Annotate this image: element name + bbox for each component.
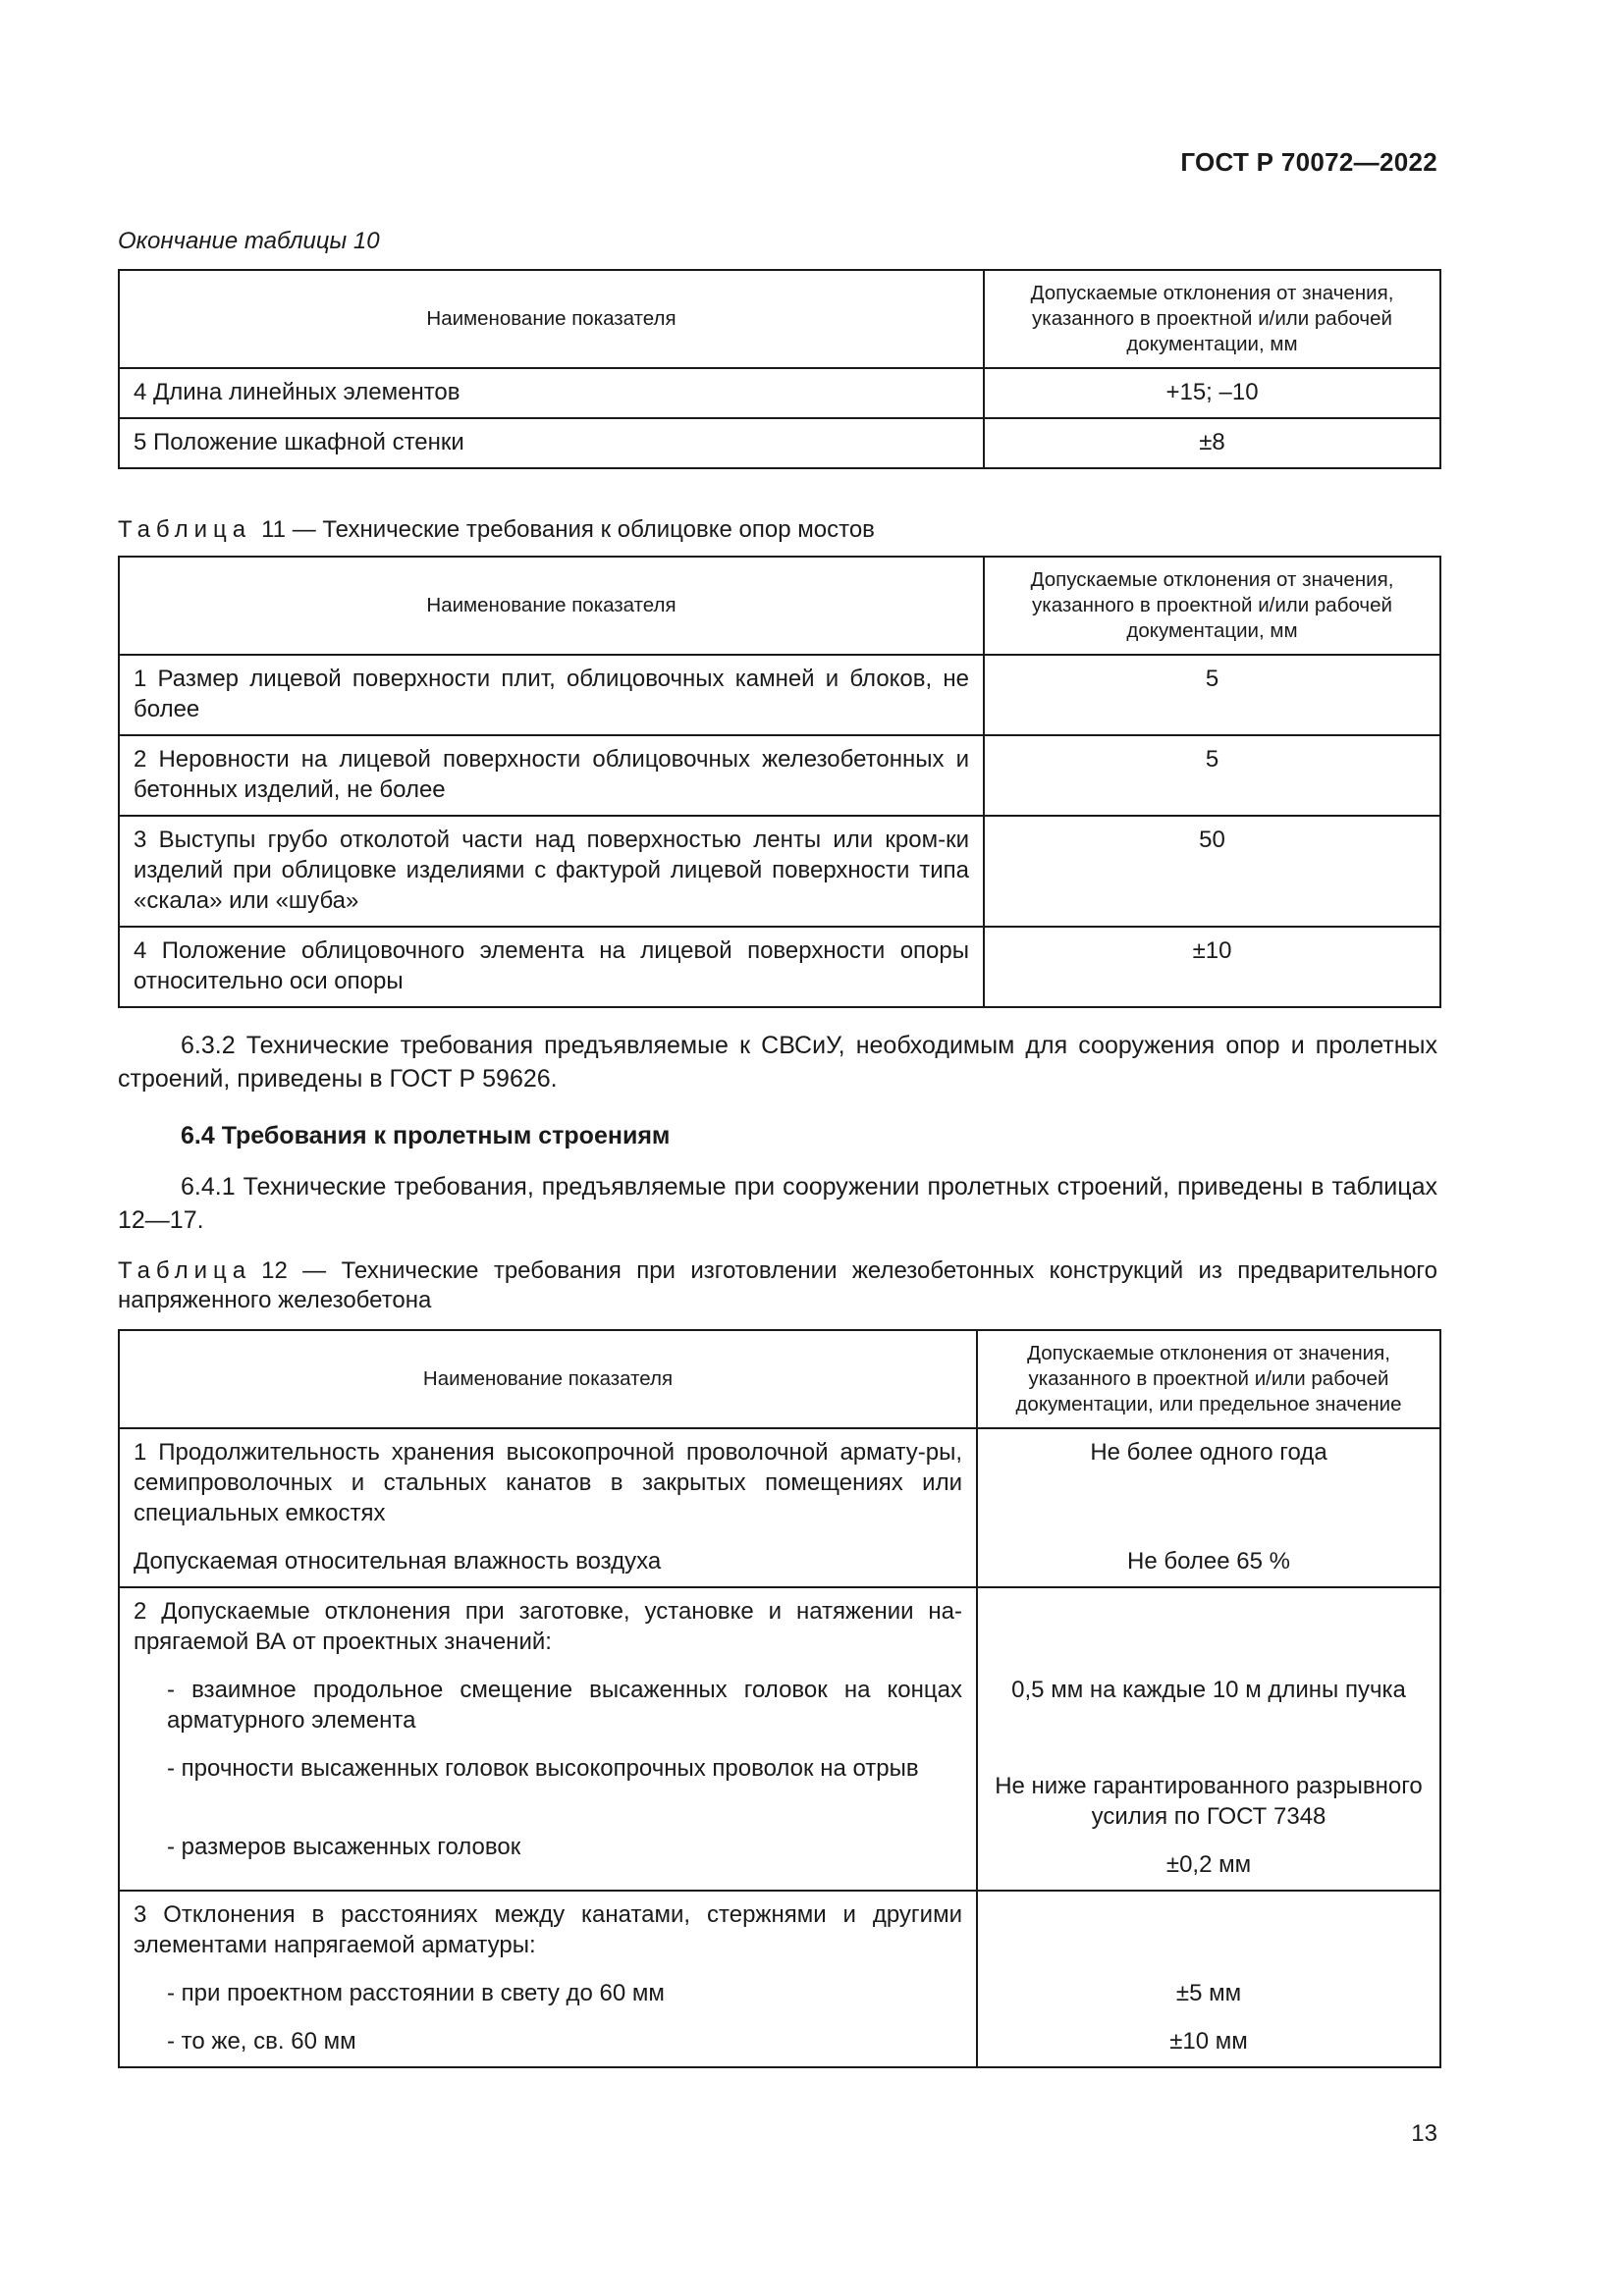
- row-subitem: - взаимное продольное смещение высаженных головок на концах арматурного элемента: [167, 1677, 962, 1734]
- table-continuation-label: Окончание таблицы 10: [118, 228, 380, 254]
- col-header-deviation: Допускаемые отклонения от значения, указанного в проектной и/или рабочей документации, мм: [984, 557, 1440, 655]
- table-row: [119, 1428, 1440, 1587]
- table-12: [118, 1329, 1441, 2068]
- row-name-text: 3 Отклонения в расстояниях между канатами, стержнями и другими элементами напрягаемой арматуры:: [134, 1901, 962, 1958]
- row-name-text: 1 Продолжительность хранения высокопрочной проволочной армату-ры, семипроволочных и стальных канатов в закрытых помещениях или специальных емкостях: [134, 1439, 962, 1526]
- row-name: 3 Выступы грубо отколотой части над поверхностью ленты или кром-ки изделий при облицовке изделиями с фактурой лицевой поверхности типа «скала» или «шуба»: [119, 816, 984, 927]
- document-code: ГОСТ Р 70072—2022: [1180, 147, 1437, 177]
- table-row: [119, 418, 1440, 468]
- col-header-deviation: Допускаемые отклонения от значения, указанного в проектной и/или рабочей документации, или предельное значение: [977, 1330, 1440, 1428]
- row-name-text: Допускаемая относительная влажность воздуха: [134, 1548, 662, 1575]
- caption-word: Таблица: [118, 516, 252, 543]
- row-name: [119, 1587, 977, 1891]
- row-value: 5: [984, 655, 1440, 735]
- row-name: 4 Положение облицовочного элемента на лицевой поверхности опоры относительно оси опоры: [119, 927, 984, 1007]
- table-11: [118, 556, 1441, 1008]
- table-header-row: [119, 270, 1440, 368]
- row-subitem: - размеров высаженных головок: [167, 1834, 521, 1860]
- page-number: 13: [1411, 2120, 1437, 2147]
- row-subitem: - при проектном расстоянии в свету до 60 мм: [167, 1980, 665, 2006]
- col-header-name: Наименование показателя: [119, 270, 984, 368]
- paragraph-6-3-2: 6.3.2 Технические требования предъявляемые к СВСиУ, необходимым для сооружения опор и пролетных строений, приведены в ГОСТ Р 59626.: [118, 1032, 1437, 1093]
- table-row: [119, 816, 1440, 927]
- row-value-text: ±10 мм: [1169, 2028, 1248, 2055]
- section-heading-6-4: 6.4 Требования к пролетным строениям: [181, 1122, 671, 1149]
- table-header-row: [119, 1330, 1440, 1428]
- row-value-text: 0,5 мм на каждые 10 м длины пучка: [1011, 1677, 1406, 1703]
- caption-text: 12 — Технические требования при изготовлении железобетонных конструкций из предварительного напряженного железобетона: [118, 1257, 1437, 1313]
- row-value-text: Не более одного года: [1090, 1439, 1327, 1466]
- table-11-caption: [118, 515, 875, 545]
- row-value: ±10: [984, 927, 1440, 1007]
- table-row: [119, 735, 1440, 816]
- row-name: 5 Положение шкафной стенки: [119, 418, 984, 468]
- row-value: 50: [984, 816, 1440, 927]
- row-value: [977, 1428, 1440, 1587]
- table-row: [119, 1891, 1440, 2067]
- table-header-row: [119, 557, 1440, 655]
- row-value: [977, 1891, 1440, 2067]
- row-value: +15; –10: [984, 368, 1440, 418]
- table-12-caption: [118, 1256, 1437, 1315]
- row-value: [977, 1587, 1440, 1891]
- col-header-name: Наименование показателя: [119, 1330, 977, 1428]
- row-subitem: - прочности высаженных головок высокопрочных проволок на отрыв: [167, 1755, 919, 1782]
- row-name: 1 Размер лицевой поверхности плит, облицовочных камней и блоков, не более: [119, 655, 984, 735]
- row-value-text: ±5 мм: [1175, 1980, 1242, 2006]
- col-header-name: Наименование показателя: [119, 557, 984, 655]
- col-header-deviation: Допускаемые отклонения от значения, указанного в проектной и/или рабочей документации, мм: [984, 270, 1440, 368]
- row-value: ±8: [984, 418, 1440, 468]
- row-name: [119, 1891, 977, 2067]
- paragraph-6-4-1: 6.4.1 Технические требования, предъявляемые при сооружении пролетных строений, приведены в таблицах 12—17.: [118, 1173, 1437, 1234]
- table-row: [119, 927, 1440, 1007]
- row-value-text: Не более 65 %: [1127, 1548, 1290, 1575]
- row-name-text: 2 Допускаемые отклонения при заготовке, установке и натяжении на-прягаемой ВА от проектных значений:: [134, 1598, 962, 1655]
- table-row: [119, 655, 1440, 735]
- row-value-text: ±0,2 мм: [1165, 1851, 1252, 1878]
- row-name: 4 Длина линейных элементов: [119, 368, 984, 418]
- caption-text: 11 — Технические требования к облицовке опор мостов: [261, 516, 875, 543]
- row-name: [119, 1428, 977, 1587]
- row-subitem: - то же, св. 60 мм: [167, 2028, 356, 2055]
- caption-word: Таблица: [118, 1257, 252, 1284]
- table-row: [119, 368, 1440, 418]
- row-name: 2 Неровности на лицевой поверхности облицовочных железобетонных и бетонных изделий, не более: [119, 735, 984, 816]
- table-10: [118, 269, 1441, 469]
- row-value-text: Не ниже гарантированного разрывного усилия по ГОСТ 7348: [995, 1773, 1423, 1830]
- table-row: [119, 1587, 1440, 1891]
- row-value: 5: [984, 735, 1440, 816]
